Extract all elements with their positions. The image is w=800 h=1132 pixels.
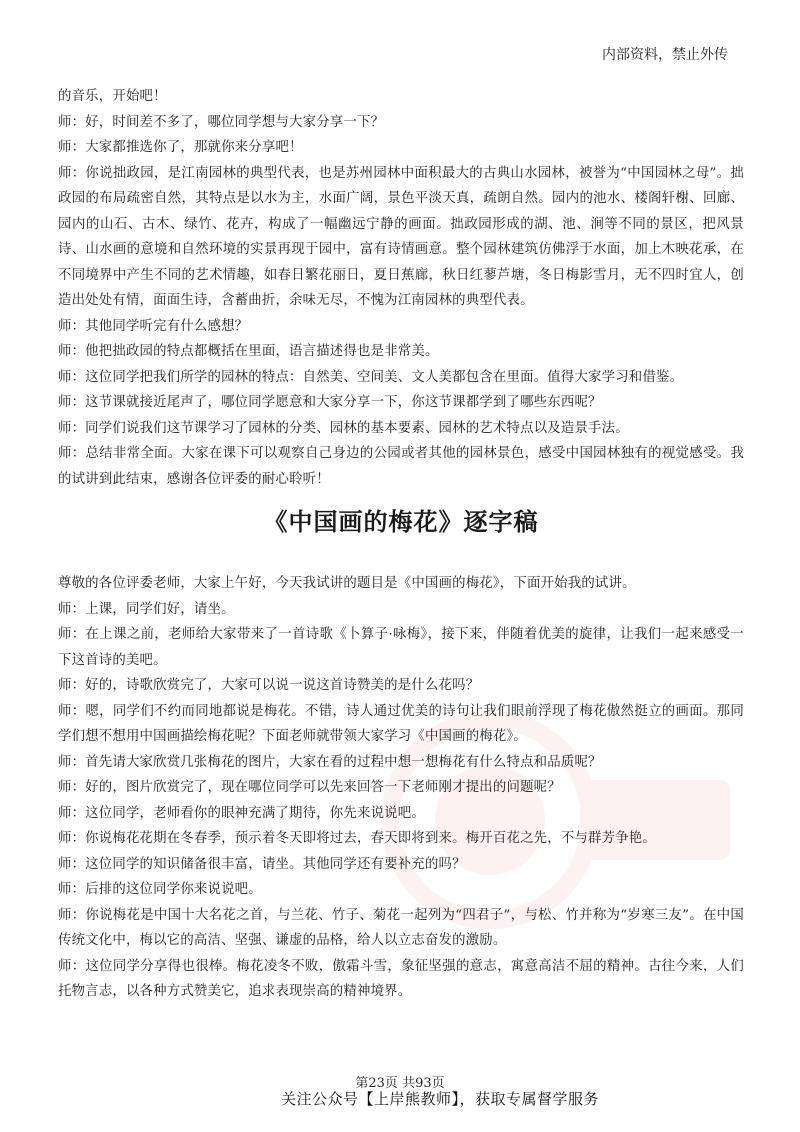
paragraph: 师：上课，同学们好，请坐。 — [58, 601, 235, 617]
paragraph: 师：首先请大家欣赏几张梅花的图片，大家在看的过程中想一想梅花有什么特点和品质呢？ — [58, 754, 602, 770]
paragraph: 师：你说梅花是中国十大名花之首，与兰花、竹子、菊花一起列为“四君子”，与松、竹并称为“岁寒三友”。在中国传统文化中，梅以它的高洁、坚强、谦虚的品格，给人以立志奋发的激励。 — [58, 907, 744, 948]
paragraph: 师：其他同学听完有什么感想？ — [58, 318, 249, 334]
paragraph: 师：这位同学，老师看你的眼神充满了期待，你先来说说吧。 — [58, 805, 425, 821]
paragraph: 师：总结非常全面。大家在课下可以观察自己身边的公园或者其他的园林景色，感受中国园林独有的视觉感受。我的试讲到此结束，感谢各位评委的耐心聆听！ — [58, 446, 744, 487]
document-body — [58, 84, 744, 1005]
paragraph: 师：好，时间差不多了，哪位同学想与大家分享一下？ — [58, 114, 385, 130]
page-number: 第23页 共93页 — [355, 1076, 445, 1091]
confidential-notice: 内部资料，禁止外传 — [602, 47, 728, 63]
paragraph: 师：这位同学把我们所学的园林的特点：自然美、空间美、文人美都包含在里面。值得大家学习和借鉴。 — [58, 369, 684, 385]
paragraph: 师：后排的这位同学你来说说吧。 — [58, 882, 262, 897]
paragraph: 师：你说梅花花期在冬春季，预示着冬天即将过去，春天即将到来。梅开百花之先，不与群芳争艳。 — [58, 831, 656, 846]
paragraph: 师：好的，图片欣赏完了，现在哪位同学可以先来回答一下老师刚才提出的问题呢？ — [58, 780, 561, 795]
paragraph: 的音乐，开始吧！ — [58, 89, 167, 104]
section-plum-blossom-lesson — [58, 571, 744, 1005]
section-title: 《中国画的梅花》逐字稿 — [263, 508, 539, 536]
section-garden-lesson — [58, 84, 744, 492]
paragraph: 师：嗯，同学们不约而同地都说是梅花。不错，诗人通过优美的诗句让我们眼前浮现了梅花傲然挺立的画面。那同学们想不想用中国画描绘梅花呢？下面老师就带领大家学习《中国画的梅花》。 — [58, 703, 744, 744]
paragraph: 师：好的，诗歌欣赏完了，大家可以说一说这首诗赞美的是什么花吗？ — [58, 678, 480, 693]
paragraph: 尊敬的各位评委老师，大家上午好，今天我试讲的题目是《中国画的梅花》，下面开始我的试讲。 — [58, 576, 636, 591]
paragraph: 师：大家都推选你了，那就你来分享吧！ — [58, 140, 303, 155]
paragraph: 师：同学们说我们这节课学习了园林的分类、园林的基本要素、园林的艺术特点以及造景手法。 — [58, 420, 629, 436]
promo-text: 关注公众号【上岸熊教师】，获取专属督学服务 — [280, 1090, 599, 1108]
paragraph: 师：他把拙政园的特点都概括在里面，语言描述得也是非常美。 — [58, 344, 439, 359]
paragraph: 师：这位同学的知识储备很丰富，请坐。其他同学还有要补充的吗？ — [58, 856, 466, 872]
paragraph: 师：这节课就接近尾声了，哪位同学愿意和大家分享一下，你这节课都学到了哪些东西呢？ — [58, 395, 602, 410]
paragraph: 师：这位同学分享得也很棒。梅花凌冬不败，傲霜斗雪，象征坚强的意志，寓意高洁不屈的精神。古往今来，人们托物言志，以各种方式赞美它，追求表现崇高的精神境界。 — [58, 958, 744, 999]
paragraph: 师：你说拙政园，是江南园林的典型代表，也是苏州园林中面积最大的古典山水园林，被誉为“中国园林之母”。拙政园的布局疏密自然，其特点是以水为主，水面广阔，景色平淡天真，疏朗自然。园内的池水、楼阁轩榭、回廊、园内的山石、古木、绿竹、花卉，构成了一幅幽远宁静的画面。拙政园形成的湖、池、涧等不同的景区，把风景诗、山水画的意境和自然环境的实景再现于园中，富有诗情画意。整个园林建筑仿佛浮于水面，加上木映花承，在不同境界中产生不同的艺术情趣，如春日繁花丽日，夏日蕉廊，秋日红蓼芦塘，冬日梅影雪月，无不四时宜人，创造出处处有情，面面生诗，含蓄曲折，余味无尽，不愧为江南园林的典型代表。 — [58, 165, 744, 308]
paragraph: 师：在上课之前，老师给大家带来了一首诗歌《卜算子·咏梅》，接下来，伴随着优美的旋律，让我们一起来感受一下这首诗的美吧。 — [58, 627, 744, 668]
